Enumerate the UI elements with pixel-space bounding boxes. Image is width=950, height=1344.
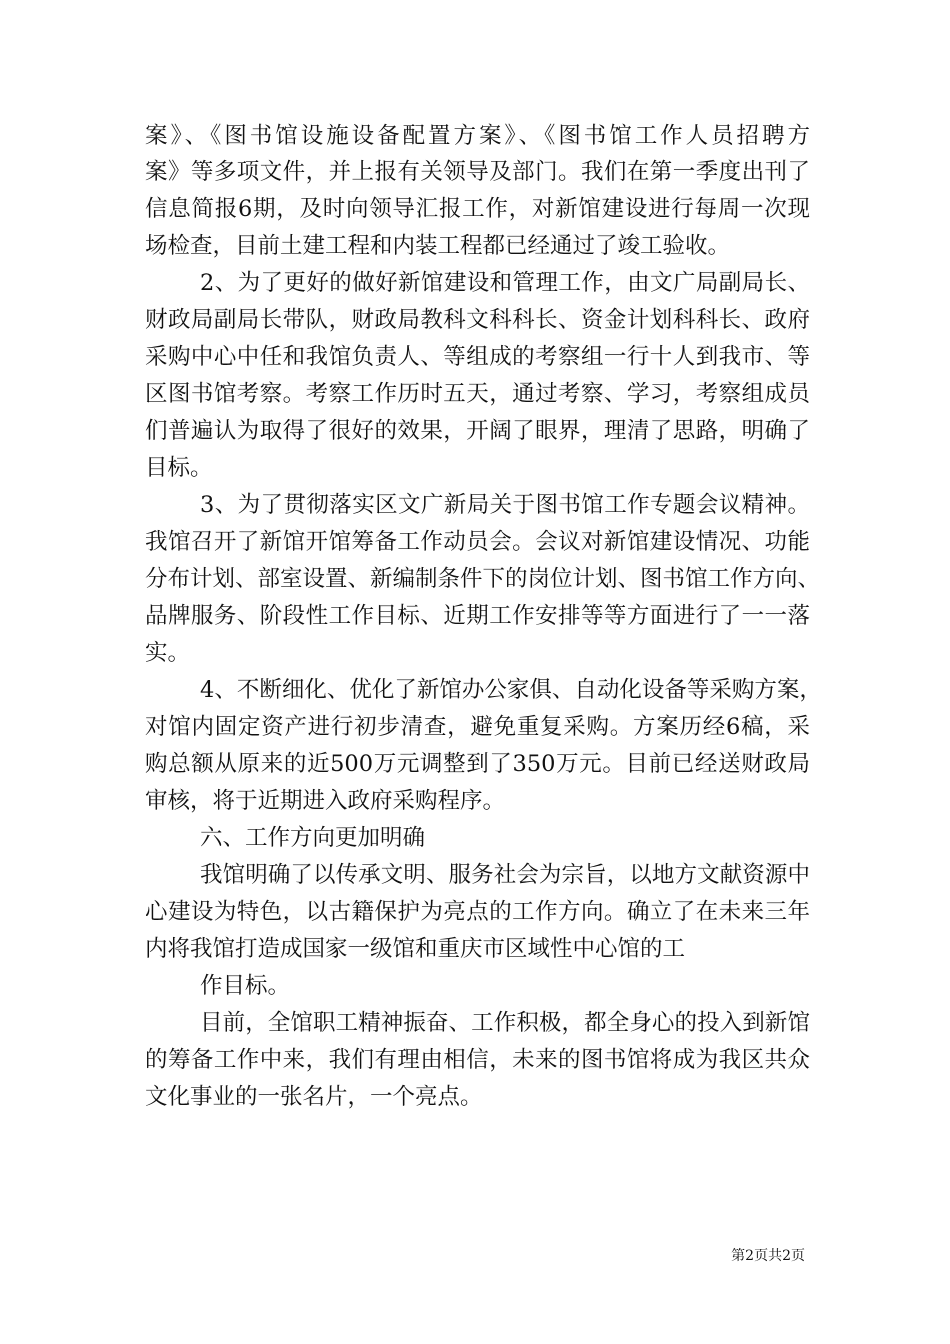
page-number: 第2页共2页 <box>731 1248 805 1264</box>
text-line: 们普遍认为取得了很好的效果，开阔了眼界，理清了思路，明确了 <box>145 418 810 444</box>
text-line: 品牌服务、阶段性工作目标、近期工作安排等等方面进行了一一落 <box>145 603 810 629</box>
text-line: 目标。 <box>145 455 213 481</box>
text-line: 场检查，目前土建工程和内装工程都已经通过了竣工验收。 <box>145 233 731 259</box>
text-line: 案》、《图书馆设施设备配置方案》、《图书馆工作人员招聘方 <box>145 123 810 149</box>
text-line: 分布计划、部室设置、新编制条件下的岗位计划、图书馆工作方向、 <box>145 566 821 592</box>
text-line: 采购中心中任和我馆负责人、等组成的考察组一行十人到我市、等 <box>145 344 810 370</box>
text-line: 作目标。 <box>200 973 291 999</box>
text-line: 的筹备工作中来，我们有理由相信，未来的图书馆将成为我区共众 <box>145 1047 810 1073</box>
text-line: 3、为了贯彻落实区文广新局关于图书馆工作专题会议精神。 <box>200 492 810 518</box>
text-line: 对馆内固定资产进行初步清查，避免重复采购。方案历经6稿，采 <box>145 714 810 740</box>
text-line: 审核，将于近期进入政府采购程序。 <box>145 788 506 814</box>
text-line: 2、为了更好的做好新馆建设和管理工作，由文广局副局长、 <box>200 270 810 296</box>
text-line: 文化事业的一张名片，一个亮点。 <box>145 1084 483 1110</box>
text-line: 财政局副局长带队，财政局教科文科科长、资金计划科科长、政府 <box>145 307 810 333</box>
text-line: 区图书馆考察。考察工作历时五天，通过考察、学习，考察组成员 <box>145 381 810 407</box>
text-line: 目前，全馆职工精神振奋、工作积极，都全身心的投入到新馆 <box>200 1010 810 1036</box>
text-line: 我馆明确了以传承文明、服务社会为宗旨，以地方文献资源中 <box>200 862 810 888</box>
text-line: 信息简报6期，及时向领导汇报工作，对新馆建设进行每周一次现 <box>145 196 810 222</box>
text-line: 我馆召开了新馆开馆筹备工作动员会。会议对新馆建设情况、功能 <box>145 529 810 555</box>
text-line: 内将我馆打造成国家一级馆和重庆市区域性中心馆的工 <box>145 936 686 962</box>
text-line: 实。 <box>145 640 191 666</box>
text-line: 案》等多项文件，并上报有关领导及部门。我们在第一季度出刊了 <box>145 159 810 185</box>
text-line: 购总额从原来的近500万元调整到了350万元。目前已经送财政局 <box>145 751 810 777</box>
text-line: 4、不断细化、优化了新馆办公家俱、自动化设备等采购方案， <box>200 677 822 703</box>
text-line: 心建设为特色，以古籍保护为亮点的工作方向。确立了在未来三年 <box>145 899 810 925</box>
section-heading: 六、工作方向更加明确 <box>200 825 426 851</box>
